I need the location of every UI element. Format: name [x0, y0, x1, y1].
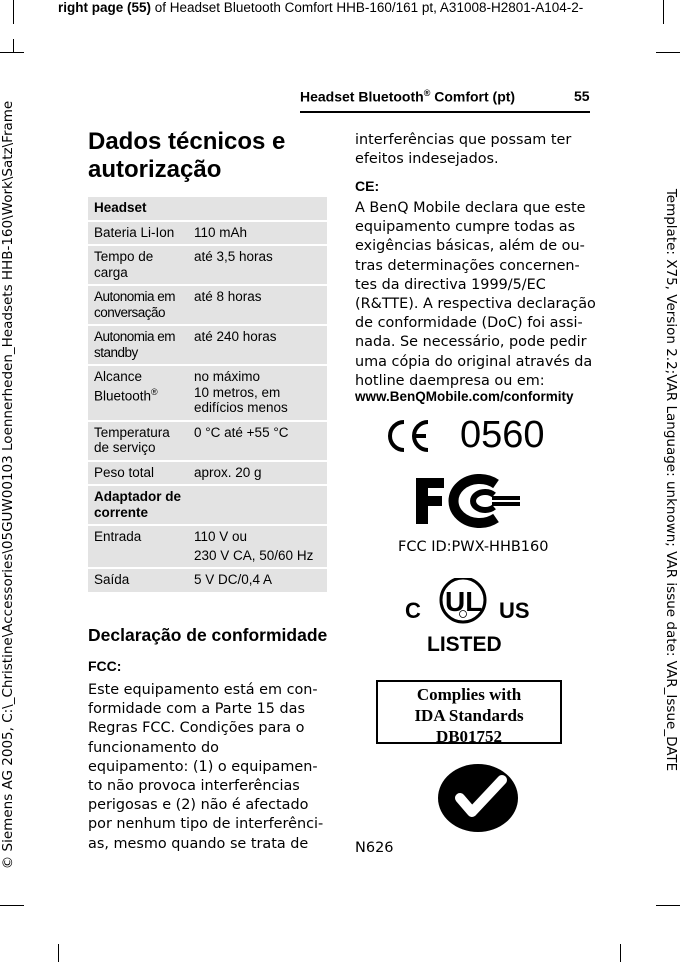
- ida-compliance-box: Complies with IDA Standards DB01752: [376, 680, 562, 744]
- c-tick-code: N626: [355, 840, 394, 856]
- table-row: Autonomia em conversação até 8 horas: [88, 286, 327, 324]
- spec-table: [88, 195, 327, 594]
- running-header: [58, 0, 583, 15]
- svg-text:C: C: [405, 598, 421, 623]
- c-tick-mark-icon: [436, 762, 520, 834]
- header-rule: [300, 111, 590, 113]
- page-ref: right page (55): [58, 0, 152, 15]
- table-row: Temperatura de serviço 0 °C até +55 °C: [88, 422, 327, 460]
- conformity-url[interactable]: www.BenQMobile.com/conformity: [355, 389, 574, 404]
- table-row: Autonomia em standby até 240 horas: [88, 326, 327, 364]
- side-text-right: Template: X75, Version 2.2;VAR Language: unknown; VAR issue date: VAR_Issue_DATE: [663, 188, 679, 772]
- page-title: Dados técnicos e autorização: [88, 128, 286, 183]
- fcc-text: Este equipamento está em con- formidade com a Parte 15 das Regras FCC. Condições para o funcionamento do equipamento: (1) o equipamen- to não provoca interferências perigosas e (2) não é afectado por nenhum tipo de interferênci- as, mesmo quando se trata de: [88, 682, 324, 852]
- table-row: Entrada 110 V ou 230 V CA, 50/60 Hz: [88, 526, 327, 567]
- ul-listed-icon: [405, 578, 535, 658]
- svg-text:UL: UL: [445, 586, 483, 617]
- fcc-id: FCC ID:PWX-HHB160: [398, 539, 549, 555]
- ce-label: CE:: [355, 178, 380, 194]
- side-text-left: © Siemens AG 2005, C:\_Christine\Accessories\05GUW00103 Loennerheden_Headsets HHB-160\Work\Satz\Frame: [0, 100, 16, 870]
- svg-text:LISTED: LISTED: [427, 633, 502, 656]
- file-info: of Headset Bluetooth Comfort HHB-160/161 pt, A31008-H2801-A104-2-: [151, 0, 584, 15]
- crop-mark: [663, 0, 664, 24]
- page-header-title: Headset Bluetooth® Comfort (pt): [300, 88, 516, 105]
- fcc-text-continued: interferências que possam ter efeitos indesejados.: [355, 132, 572, 168]
- fcc-label: FCC:: [88, 658, 122, 674]
- fcc-logo-icon: [414, 474, 520, 528]
- table-row: Alcance Bluetooth® no máximo 10 metros, em edifícios menos: [88, 366, 327, 420]
- table-section-header: Headset: [88, 197, 327, 220]
- ce-text: A BenQ Mobile declara que este equipamento cumpre todas as exigências básicas, além de ou- tras determinações concernen- tes da directiva 1999/5/EC (R&TTE). A respectiva declaração de conformidade (DoC) foi assi- nada. Se necessário, pode pedir uma cópia do original através da hotline daempresa ou em:: [355, 200, 596, 389]
- page-number: 55: [574, 88, 590, 104]
- ce-number: 0560: [460, 414, 545, 456]
- ce-mark-icon: [384, 418, 434, 454]
- conformity-heading: Declaração de conformidade: [88, 625, 328, 645]
- crop-mark: [13, 0, 14, 24]
- table-section-header: Adaptador de corrente: [88, 486, 327, 524]
- table-row: Peso total aprox. 20 g: [88, 462, 327, 485]
- table-row: Bateria Li-Ion 110 mAh: [88, 222, 327, 245]
- svg-text:US: US: [499, 598, 530, 623]
- crop-mark: [620, 944, 621, 962]
- table-row: Tempo de carga até 3,5 horas: [88, 246, 327, 284]
- table-row: Saída 5 V DC/0,4 A: [88, 569, 327, 592]
- crop-mark: [58, 944, 59, 962]
